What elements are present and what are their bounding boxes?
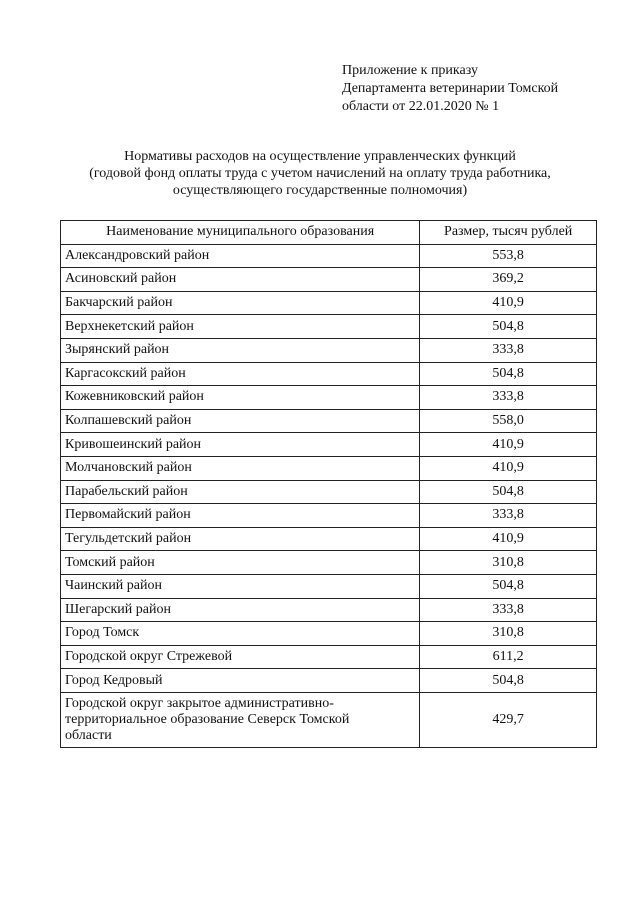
- table-row: [61, 574, 597, 598]
- amount-value: 310,8: [420, 622, 597, 646]
- amount-value: 410,9: [420, 433, 597, 457]
- table-row: [61, 268, 597, 292]
- municipality-name: Асиновский район: [61, 268, 420, 292]
- table-row: [61, 244, 597, 268]
- amount-value: 369,2: [420, 268, 597, 292]
- column-header-amount: Размер, тысяч рублей: [420, 221, 597, 245]
- municipality-name: Верхнекетский район: [61, 315, 420, 339]
- municipality-name: Шегарский район: [61, 598, 420, 622]
- table-row: [61, 315, 597, 339]
- amount-value: 504,8: [420, 574, 597, 598]
- municipality-name: Парабельский район: [61, 480, 420, 504]
- municipality-name: Кривошеинский район: [61, 433, 420, 457]
- table-row: [61, 551, 597, 575]
- municipality-name: Первомайский район: [61, 504, 420, 528]
- amount-value: 333,8: [420, 598, 597, 622]
- municipality-name-line: территориальное образование Северск Томской: [65, 711, 350, 727]
- appendix-line: Приложение к приказу: [342, 63, 478, 78]
- amount-value: 611,2: [420, 645, 597, 669]
- amount-value: 504,8: [420, 315, 597, 339]
- municipality-name: Городской округ Стрежевой: [61, 645, 420, 669]
- municipality-name: Александровский район: [61, 244, 420, 268]
- table-header-row: [61, 221, 597, 245]
- appendix-line: области от 22.01.2020 № 1: [342, 99, 500, 114]
- table-row: [61, 645, 597, 669]
- title-line: осуществляющего государственные полномочия): [172, 183, 468, 198]
- amount-value: 333,8: [420, 338, 597, 362]
- municipality-name: Каргасокский район: [61, 362, 420, 386]
- table-row: [61, 622, 597, 646]
- table-row: [61, 409, 597, 433]
- municipality-name-line: Городской округ закрытое административно-: [65, 695, 334, 711]
- municipality-name: Город Кедровый: [61, 669, 420, 693]
- amount-value: 504,8: [420, 480, 597, 504]
- amount-value: 429,7: [420, 692, 597, 747]
- municipality-name: Чаинский район: [61, 574, 420, 598]
- amount-value: 410,9: [420, 527, 597, 551]
- amount-value: 558,0: [420, 409, 597, 433]
- municipality-name-line: области: [65, 727, 112, 743]
- appendix-line: Департамента ветеринарии Томской: [342, 81, 559, 96]
- amount-value: 410,9: [420, 456, 597, 480]
- amount-value: 504,8: [420, 669, 597, 693]
- amount-value: 410,9: [420, 291, 597, 315]
- municipality-name: Город Томск: [61, 622, 420, 646]
- table-row: [61, 362, 597, 386]
- municipality-name: Бакчарский район: [61, 291, 420, 315]
- table-row: [61, 456, 597, 480]
- table-row: [61, 692, 597, 747]
- municipality-name: [61, 692, 420, 747]
- appendix-note: [342, 62, 612, 116]
- document-title: [0, 148, 640, 199]
- table-row: [61, 433, 597, 457]
- municipality-name: Зырянский район: [61, 338, 420, 362]
- column-header-municipality: Наименование муниципального образования: [61, 221, 420, 245]
- municipality-name: Колпашевский район: [61, 409, 420, 433]
- amount-value: 504,8: [420, 362, 597, 386]
- amount-value: 310,8: [420, 551, 597, 575]
- amount-value: 553,8: [420, 244, 597, 268]
- title-line: Нормативы расходов на осуществление управленческих функций: [124, 149, 516, 164]
- municipality-name: Молчановский район: [61, 456, 420, 480]
- table-row: [61, 338, 597, 362]
- table-row: [61, 504, 597, 528]
- table-row: [61, 386, 597, 410]
- table-row: [61, 527, 597, 551]
- table-row: [61, 291, 597, 315]
- municipality-name: Томский район: [61, 551, 420, 575]
- amount-value: 333,8: [420, 386, 597, 410]
- table-row: [61, 669, 597, 693]
- amount-value: 333,8: [420, 504, 597, 528]
- municipality-name: Тегульдетский район: [61, 527, 420, 551]
- table-row: [61, 480, 597, 504]
- municipality-name: Кожевниковский район: [61, 386, 420, 410]
- title-line: (годовой фонд оплаты труда с учетом начислений на оплату труда работника,: [89, 166, 551, 181]
- norms-table: [60, 220, 597, 748]
- table-row: [61, 598, 597, 622]
